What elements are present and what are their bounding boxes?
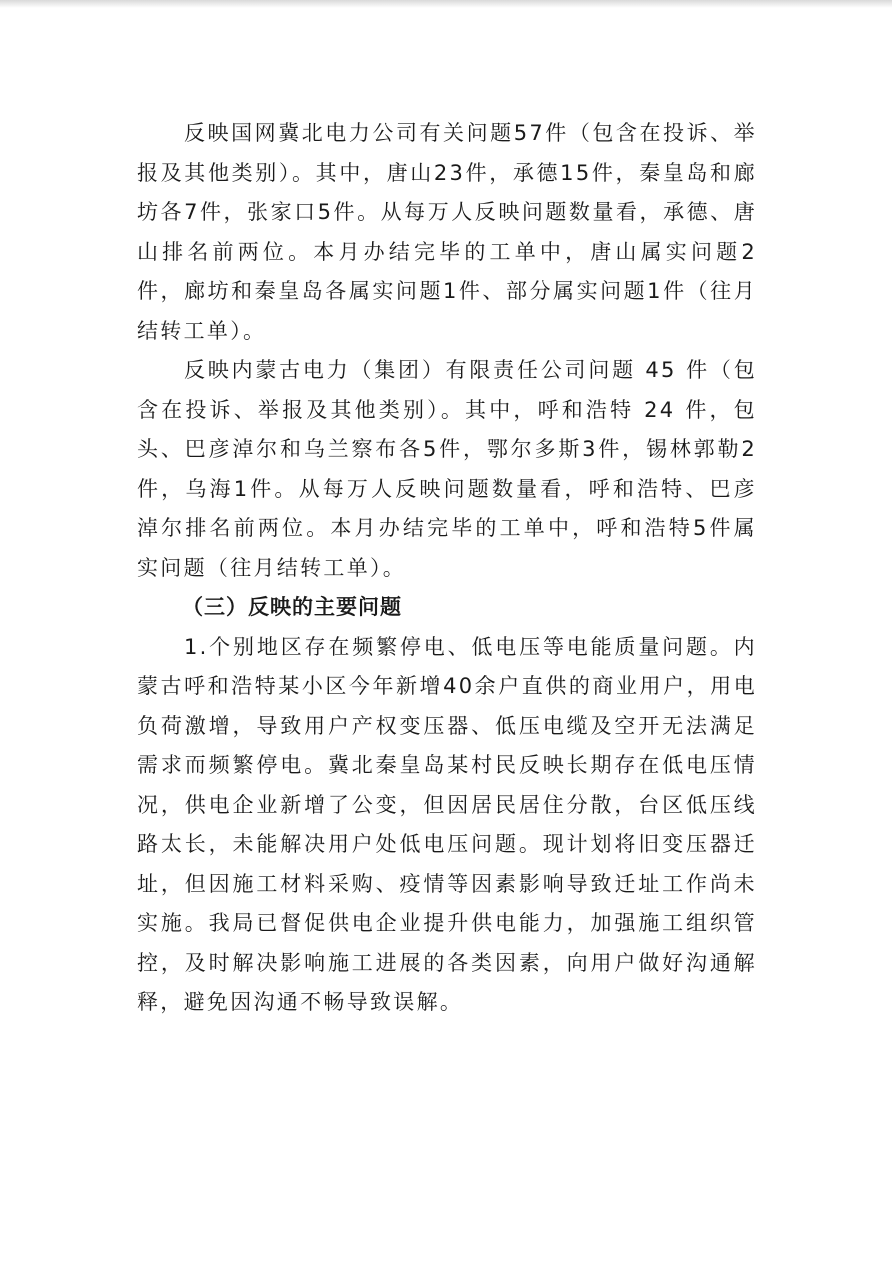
scan-top-edge — [0, 0, 892, 8]
section-heading: （三）反映的主要问题 — [182, 595, 402, 619]
paragraph-inner-mongolia-electric: 反映内蒙古电力（集团）有限责任公司问题 45 件（包含在投诉、举报及其他类别）。其中，呼和浩特 24 件，包头、巴彦淖尔和乌兰察布各5件，鄂尔多斯3件，锡林郭勒2件，乌海1件。从每万人反映问题数量看，呼和浩特、巴彦淖尔排名前两位。本月办结完毕的工单中，呼和浩特5件属实问题（往月结转工单）。 — [137, 358, 757, 580]
document-page — [137, 114, 757, 1023]
paragraph-jibei-electric: 反映国网冀北电力公司有关问题57件（包含在投诉、举报及其他类别）。其中，唐山23件，承德15件，秦皇岛和廊坊各7件，张家口5件。从每万人反映问题数量看，承德、唐山排名前两位。本月办结完毕的工单中，唐山属实问题2件，廊坊和秦皇岛各属实问题1件、部分属实问题1件（往月结转工单）。 — [137, 121, 757, 343]
paragraph-item-1: 1.个别地区存在频繁停电、低电压等电能质量问题。内蒙古呼和浩特某小区今年新增40余户直供的商业用户，用电负荷激增，导致用户产权变压器、低压电缆及空开无法满足需求而频繁停电。冀北秦皇岛某村民反映长期存在低电压情况，供电企业新增了公变，但因居民居住分散，台区低压线路太长，未能解决用户处低电压问题。现计划将旧变压器迁址，但因施工材料采购、疫情等因素影响导致迁址工作尚未实施。我局已督促供电企业提升供电能力，加强施工组织管控，及时解决影响施工进展的各类因素，向用户做好沟通解释，避免因沟通不畅导致误解。 — [137, 634, 757, 1014]
